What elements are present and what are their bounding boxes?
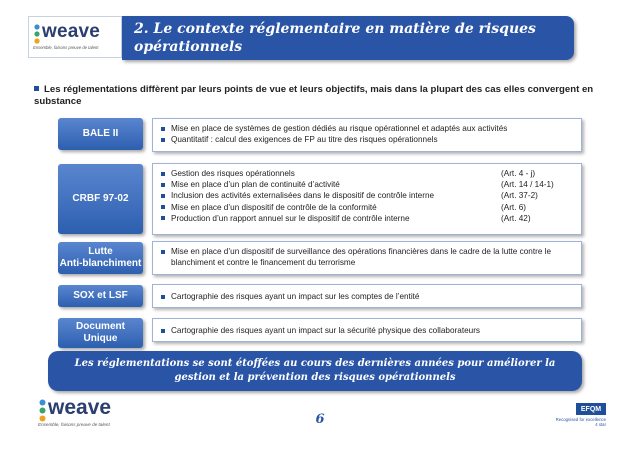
conclusion-text: Les réglementations se sont étoffées au cours des dernières années pour améliorer la gestion et la prévention des risques opérationnels <box>74 358 556 383</box>
content-document-unique <box>152 318 582 342</box>
label-text: CRBF 97-02 <box>72 193 129 204</box>
list-item <box>161 190 538 201</box>
item-text: Mise en place d’un dispositif de surveillance des opérations financières dans le cadre de la lutte contre le blanchiment et contre le financement du terrorisme <box>171 247 552 268</box>
header-logo <box>28 16 122 58</box>
content-anti-blanchiment <box>152 241 582 275</box>
item-ref: (Art. 42) <box>501 213 531 223</box>
list-item <box>161 179 554 190</box>
bullet-square-icon <box>34 86 39 91</box>
content-crbf <box>152 163 582 235</box>
efqm-subtitle <box>552 417 606 427</box>
content-bale-ii <box>152 118 582 152</box>
item-text: Cartographie des risques ayant un impact sur les comptes de l’entité <box>171 292 420 301</box>
list-item <box>161 325 575 336</box>
intro-content: Les réglementations diffèrent par leurs points de vue et leurs objectifs, mais dans la plupart des cas elles convergent en substance <box>34 84 594 107</box>
item-ref: (Art. 4 - j) <box>501 169 536 178</box>
item-text: Gestion des risques opérationnels <box>171 169 295 178</box>
title-banner <box>122 16 574 60</box>
label-text: SOX et LSF <box>73 290 128 301</box>
item-text: Mise en place d’un plan de continuité d’activité <box>171 180 340 190</box>
item-ref: (Art. 37-2) <box>501 191 538 201</box>
intro-text <box>34 84 594 108</box>
list-item <box>161 202 527 213</box>
label-line2: Unique <box>83 333 118 344</box>
logo-word: weave <box>42 21 101 42</box>
footer-logo-word: weave <box>48 396 112 419</box>
page-number: 6 <box>315 412 325 427</box>
label-line1: Document <box>76 321 125 332</box>
item-text: Quantitatif : calcul des exigences de FP au titre des risques opérationnels <box>171 135 438 145</box>
item-ref: (Art. 6) <box>501 202 527 212</box>
efqm-sub-line1: Recognised for excellence <box>555 417 606 422</box>
item-text: Cartographie des risques ayant un impact sur la sécurité physique des collaborateurs <box>171 326 481 335</box>
label-document-unique <box>58 318 143 348</box>
conclusion-banner <box>48 351 582 391</box>
label-line1: Lutte <box>88 246 113 257</box>
list-item <box>161 213 531 224</box>
item-text: Production d’un rapport annuel sur le dispositif de contrôle interne <box>171 213 410 223</box>
list-item <box>161 123 575 134</box>
item-ref: (Art. 14 / 14-1) <box>501 180 554 190</box>
label-bale-ii <box>58 118 143 150</box>
page-title: 2. Le contexte réglementaire en matière de risques opérationnels <box>134 21 536 55</box>
item-text: Mise en place d’un dispositif de contrôle de la conformité <box>171 202 377 212</box>
item-text: Inclusion des activités externalisées dans le dispositif de contrôle interne <box>171 191 435 201</box>
label-anti-blanchiment <box>58 242 143 274</box>
logo-tagline: Ensemble, faisons preuve de talent <box>33 45 99 50</box>
efqm-sub-line2: 4 star <box>595 422 606 427</box>
label-sox-lsf <box>58 285 143 307</box>
label-crbf <box>58 164 143 234</box>
efqm-logo: EFQM <box>576 403 606 415</box>
list-item <box>161 291 575 302</box>
efqm-badge <box>555 403 606 433</box>
footer-logo-tagline: Ensemble, faisons preuve de talent <box>38 422 110 427</box>
content-sox-lsf <box>152 284 582 308</box>
list-item <box>161 168 536 179</box>
label-line2: Anti-blanchiment <box>59 258 142 269</box>
item-text: Mise en place de systèmes de gestion dédiés au risque opérationnel et adaptés aux activités <box>171 124 508 133</box>
list-item <box>161 246 575 268</box>
list-item <box>161 134 575 145</box>
label-text: BALE II <box>82 128 119 139</box>
